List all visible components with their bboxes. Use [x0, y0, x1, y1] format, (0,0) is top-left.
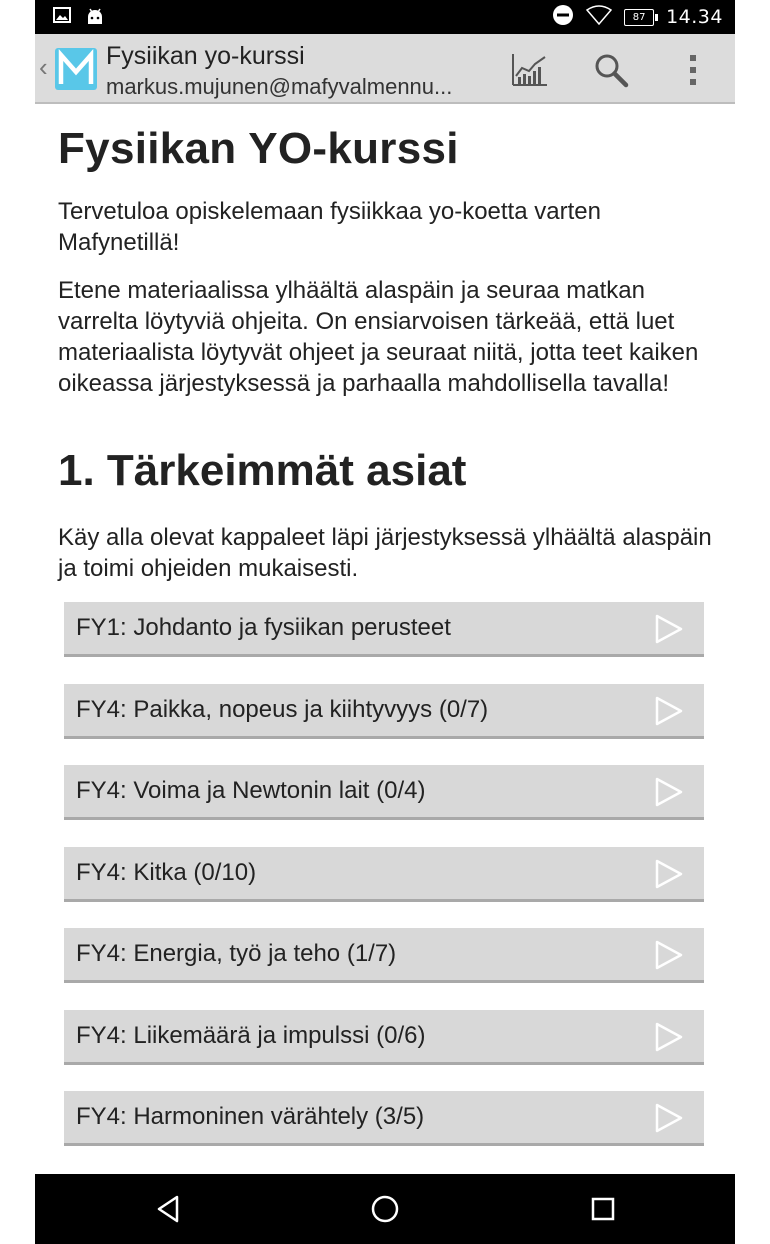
course-button[interactable]: [64, 765, 704, 820]
overflow-menu-icon[interactable]: [673, 50, 713, 90]
search-icon[interactable]: [591, 50, 631, 90]
course-label: FY4: Voima ja Newtonin lait (0/4): [76, 777, 426, 804]
course-label: FY1: Johdanto ja fysiikan perusteet: [76, 614, 451, 641]
intro-paragraph: Tervetuloa opiskelemaan fysiikkaa yo-koetta varten Mafynetillä!: [58, 198, 601, 256]
course-button[interactable]: [64, 847, 704, 902]
navigation-bar: [35, 1174, 735, 1244]
home-icon[interactable]: [368, 1192, 402, 1226]
action-bar: [35, 34, 735, 104]
android-icon: [85, 6, 105, 31]
play-arrow-icon: [654, 940, 684, 970]
up-navigation-icon[interactable]: ‹: [39, 52, 48, 82]
do-not-disturb-icon: [552, 4, 574, 31]
recents-icon[interactable]: [586, 1192, 620, 1226]
phone-screen: [35, 0, 735, 1244]
course-button[interactable]: [64, 1010, 704, 1065]
main-content[interactable]: [35, 104, 735, 1174]
section-description: Käy alla olevat kappaleet läpi järjestyksessä ylhäältä alaspäin ja toimi ohjeiden mukaisesti.: [58, 524, 712, 582]
stats-icon[interactable]: [509, 50, 549, 90]
instructions-paragraph: Etene materiaalissa ylhäältä alaspäin ja seuraa matkan varrelta löytyviä ohjeita. On ensiarvoisen tärkeää, että luet materiaalista löytyvät ohjeet ja seuraat niitä, jotta teet kaiken oikeassa järjestyksessä ja parhaalla mahdollisella tavalla!: [58, 277, 699, 397]
play-arrow-icon: [654, 1022, 684, 1052]
course-label: FY4: Energia, työ ja teho (1/7): [76, 940, 397, 967]
status-bar: [35, 0, 735, 34]
course-button[interactable]: [64, 1091, 704, 1146]
wifi-icon: [586, 5, 612, 30]
course-button[interactable]: [64, 928, 704, 983]
play-arrow-icon: [654, 696, 684, 726]
battery-icon: 87: [624, 9, 654, 26]
back-icon[interactable]: [151, 1192, 185, 1226]
play-arrow-icon: [654, 1103, 684, 1133]
play-arrow-icon: [654, 614, 684, 644]
page-title: Fysiikan YO-kurssi: [58, 124, 459, 173]
course-button[interactable]: [64, 684, 704, 739]
section-title: 1. Tärkeimmät asiat: [58, 446, 467, 495]
image-icon: [53, 6, 71, 31]
app-title: Fysiikan yo-kurssi: [106, 42, 305, 70]
play-arrow-icon: [654, 777, 684, 807]
app-logo-icon[interactable]: [55, 48, 97, 90]
course-label: FY4: Kitka (0/10): [76, 859, 257, 886]
course-label: FY4: Liikemäärä ja impulssi (0/6): [76, 1022, 426, 1049]
course-button[interactable]: [64, 602, 704, 657]
course-label: FY4: Paikka, nopeus ja kiihtyvyys (0/7): [76, 696, 489, 723]
status-time: 14.34: [666, 6, 723, 28]
account-email: markus.mujunen@mafyvalmennu...: [106, 74, 453, 99]
play-arrow-icon: [654, 859, 684, 889]
course-label: FY4: Harmoninen värähtely (3/5): [76, 1103, 425, 1130]
